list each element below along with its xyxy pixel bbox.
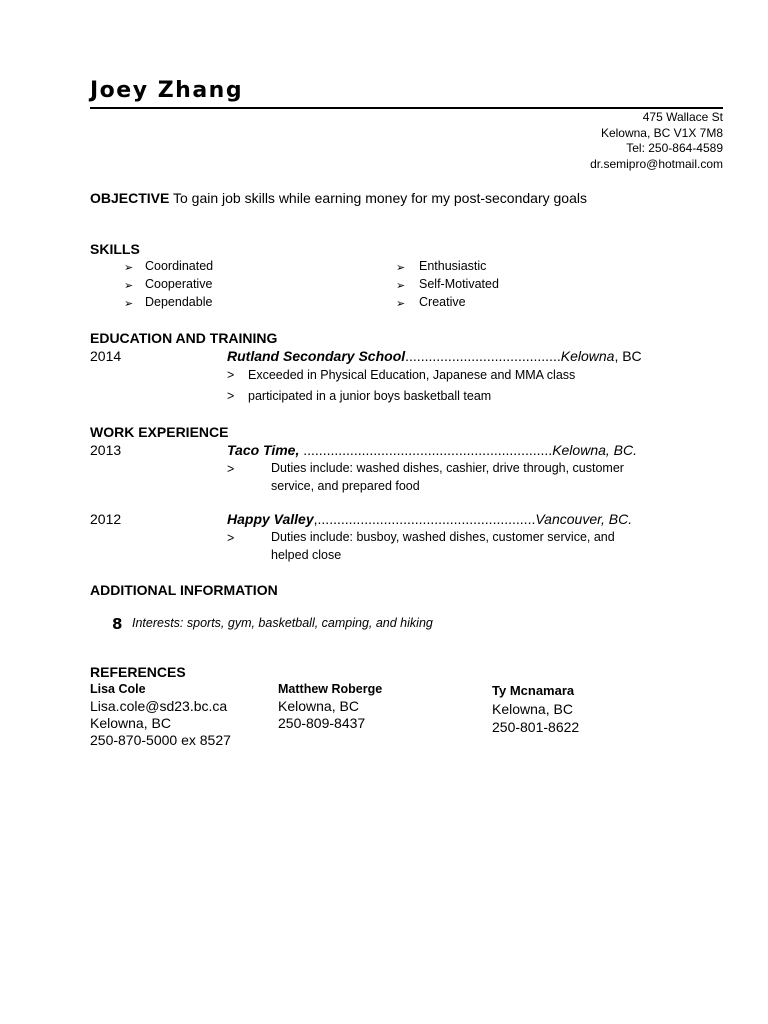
job-bullet-icon: > bbox=[227, 462, 235, 476]
address-line: Kelowna, BC V1X 7M8 bbox=[600, 126, 723, 140]
job-duties: Duties include: busboy, washed dishes, customer service, and bbox=[271, 530, 615, 544]
skill-bullet-icon: ➢ bbox=[396, 262, 406, 274]
reference-phone: 250-870-5000 ex 8527 bbox=[90, 732, 231, 748]
school-name: Rutland Secondary School bbox=[227, 348, 406, 364]
employer-name: Happy Valley bbox=[227, 511, 314, 527]
interests-text: Interests: sports, gym, basketball, camping, and hiking bbox=[132, 616, 433, 630]
job-bullet-icon: > bbox=[227, 531, 235, 545]
email-line: dr.semipro@hotmail.com bbox=[590, 157, 723, 171]
reference-city: Kelowna, BC bbox=[278, 698, 359, 714]
education-heading: EDUCATION AND TRAINING bbox=[90, 330, 278, 346]
work-heading: WORK EXPERIENCE bbox=[90, 424, 229, 440]
skill-item: Coordinated bbox=[145, 259, 214, 273]
edu-bullet-icon: > bbox=[227, 368, 235, 382]
skill-item: Enthusiastic bbox=[419, 259, 487, 273]
skill-bullet-icon: ➢ bbox=[124, 298, 134, 310]
reference-name: Lisa Cole bbox=[90, 682, 146, 696]
skill-item: Cooperative bbox=[145, 277, 213, 291]
skill-item: Dependable bbox=[145, 295, 213, 309]
job-location: Kelowna, BC. bbox=[552, 442, 638, 458]
skill-bullet-icon: ➢ bbox=[124, 280, 134, 292]
job-duties: helped close bbox=[271, 548, 342, 562]
reference-phone: 250-801-8622 bbox=[492, 719, 580, 735]
education-entry bbox=[227, 348, 642, 364]
job-year: 2012 bbox=[90, 511, 122, 527]
job-year: 2013 bbox=[90, 442, 122, 458]
objective-text: To gain job skills while earning money for my post-secondary goals bbox=[169, 190, 587, 206]
references-heading: REFERENCES bbox=[90, 664, 186, 680]
header-divider bbox=[90, 107, 723, 109]
objective-label: OBJECTIVE bbox=[90, 190, 170, 206]
school-province: , BC bbox=[614, 348, 642, 364]
employer-name: Taco Time, bbox=[227, 442, 304, 458]
phone-line: Tel: 250-864-4589 bbox=[626, 141, 723, 155]
leader-dots: ................................................................ bbox=[303, 442, 553, 458]
edu-bullet-text: participated in a junior boys basketball team bbox=[248, 389, 492, 403]
job-location: Vancouver, BC. bbox=[535, 511, 633, 527]
job-duties: service, and prepared food bbox=[271, 479, 420, 493]
edu-bullet-text: Exceeded in Physical Education, Japanese and MMA class bbox=[248, 368, 576, 382]
edu-bullet-icon: > bbox=[227, 389, 235, 403]
reference-name: Matthew Roberge bbox=[278, 682, 383, 696]
skill-bullet-icon: ➢ bbox=[396, 280, 406, 292]
objective bbox=[90, 190, 587, 206]
skills-heading: SKILLS bbox=[90, 241, 140, 257]
reference-phone: 250-809-8437 bbox=[278, 715, 366, 731]
leader-dots: ........................................ bbox=[405, 348, 561, 364]
job-duties: Duties include: washed dishes, cashier, drive through, customer bbox=[271, 461, 624, 475]
skill-bullet-icon: ➢ bbox=[124, 262, 134, 274]
resume-name: Joey Zhang bbox=[90, 78, 244, 103]
additional-heading: ADDITIONAL INFORMATION bbox=[90, 582, 278, 598]
reference-name: Ty Mcnamara bbox=[492, 683, 575, 698]
bullet-icon: 8 bbox=[112, 615, 123, 633]
reference-email: Lisa.cole@sd23.bc.ca bbox=[90, 698, 228, 714]
address-line: 475 Wallace St bbox=[642, 110, 723, 124]
reference-city: Kelowna, BC bbox=[90, 715, 171, 731]
leader-dots: ,........................................................ bbox=[313, 511, 536, 527]
school-city: Kelowna bbox=[560, 348, 615, 364]
job-entry bbox=[227, 511, 632, 527]
skill-item: Creative bbox=[419, 295, 466, 309]
reference-city: Kelowna, BC bbox=[492, 701, 573, 717]
skill-bullet-icon: ➢ bbox=[396, 298, 406, 310]
skill-item: Self-Motivated bbox=[419, 277, 499, 291]
education-year: 2014 bbox=[90, 348, 122, 364]
job-entry bbox=[227, 442, 637, 458]
